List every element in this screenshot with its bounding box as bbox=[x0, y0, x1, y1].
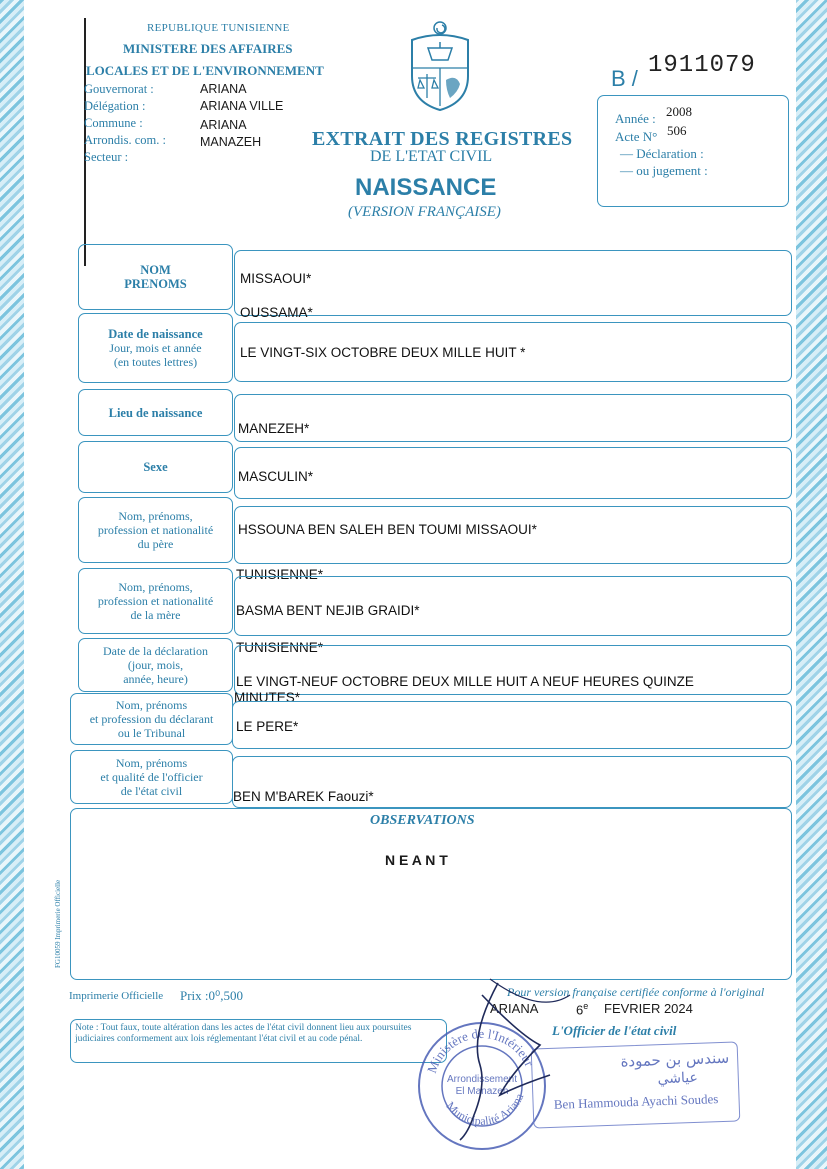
admin-label-gouvernorat: Gouvernorat : bbox=[84, 82, 154, 96]
label-nom: NOM bbox=[140, 263, 171, 277]
label-mere-2: profession et nationalité bbox=[97, 594, 214, 608]
jugement-label: — ou jugement : bbox=[620, 163, 708, 178]
value-box-declarant bbox=[232, 701, 792, 749]
label-nom-prenoms bbox=[78, 244, 233, 310]
label-pere-2: profession et nationalité bbox=[97, 523, 214, 537]
title-extrait: EXTRAIT DES REGISTRES bbox=[312, 128, 573, 150]
annee-label: Année : bbox=[615, 111, 656, 126]
certification-text: Pour version française certifiée conforme à l'original bbox=[507, 985, 765, 999]
observations-title: OBSERVATIONS bbox=[370, 813, 475, 828]
value-pere: HSSOUNA BEN SALEH BEN TOUMI MISSAOUI* bbox=[238, 522, 537, 537]
annee-value: 2008 bbox=[666, 104, 692, 119]
imprimerie-label: Imprimerie Officielle bbox=[69, 990, 164, 1002]
footer-date: FEVRIER 2024 bbox=[604, 1001, 693, 1016]
stamp-center-2: El Manazeh bbox=[455, 1086, 509, 1097]
label-mere-3: de la mère bbox=[130, 608, 181, 622]
admin-value-delegation: ARIANA VILLE bbox=[200, 99, 284, 113]
label-date-naissance bbox=[78, 313, 233, 383]
value-prenom: OUSSAMA* bbox=[240, 305, 313, 320]
label-sexe-title: Sexe bbox=[143, 460, 168, 474]
side-printer-text: FG10059 Imprimerie Officielle bbox=[54, 879, 62, 968]
ministry-line1: MINISTERE DES AFFAIRES bbox=[123, 41, 293, 56]
prix-label: Prix :0⁰,500 bbox=[180, 988, 243, 1003]
handwritten-signature bbox=[430, 975, 580, 1145]
observations-box bbox=[70, 808, 792, 980]
value-mere: BASMA BENT NEJIB GRAIDI* bbox=[236, 603, 420, 618]
value-declarant: LE PERE* bbox=[236, 719, 299, 734]
label-declaration bbox=[78, 638, 233, 692]
stamp-arabic-name2: عياشي bbox=[657, 1069, 699, 1088]
value-declaration: LE VINGT-NEUF OCTOBRE DEUX MILLE HUIT A NEUF HEURES QUINZE bbox=[236, 674, 694, 689]
stamp-center-1: Arrondissement bbox=[446, 1074, 518, 1085]
label-officier-3: de l'état civil bbox=[120, 784, 183, 798]
value-nom: MISSAOUI* bbox=[240, 271, 312, 286]
note-text: Note : Tout faux, toute altération dans les actes de l'état civil donnent lieu aux poursuites judiciaires conformement aux lois réglementant l'état civil et au code pénal. bbox=[75, 1023, 412, 1044]
label-declarant-2: et profession du déclarant bbox=[89, 712, 214, 726]
label-decl-3: année, heure) bbox=[123, 672, 188, 686]
value-box-sexe bbox=[234, 447, 792, 499]
label-pere-3: du père bbox=[137, 537, 174, 551]
ministry-line2: LOCALES ET DE L'ENVIRONNEMENT bbox=[86, 63, 324, 78]
stamp-latin-name: Ben Hammouda Ayachi Soudes bbox=[553, 1091, 719, 1112]
admin-value-gouvernorat: ARIANA bbox=[200, 82, 247, 96]
stamp-ring-text: Ministère de l'Intérieur bbox=[423, 1025, 538, 1076]
label-officier-1: Nom, prénoms bbox=[115, 756, 188, 770]
admin-label-arrondis: Arrondis. com. : bbox=[84, 133, 166, 147]
label-declarant bbox=[70, 693, 233, 745]
value-date-naissance: LE VINGT-SIX OCTOBRE DEUX MILLE HUIT * bbox=[240, 345, 526, 360]
serial-prefix: B / bbox=[611, 66, 638, 91]
label-date-naissance-sub2: (en toutes lettres) bbox=[113, 355, 198, 369]
label-decl-2: (jour, mois, bbox=[127, 658, 184, 672]
admin-label-delegation: Délégation : bbox=[84, 99, 146, 113]
title-version: (VERSION FRANÇAISE) bbox=[348, 204, 501, 220]
admin-label-commune: Commune : bbox=[84, 116, 143, 130]
value-mere-nationalite: TUNISIENNE* bbox=[236, 640, 324, 655]
value-box-nom bbox=[234, 250, 792, 316]
label-declarant-1: Nom, prénoms bbox=[115, 698, 188, 712]
label-lieu-naissance bbox=[78, 389, 233, 436]
footer-place: ARIANA bbox=[490, 1001, 539, 1016]
stamp-arabic-name: سندس بن حمودة bbox=[620, 1048, 730, 1071]
value-pere-nationalite: TUNISIENNE* bbox=[236, 567, 324, 582]
label-lieu-title: Lieu de naissance bbox=[108, 405, 203, 420]
label-date-naissance-sub1: Jour, mois et année bbox=[109, 341, 202, 355]
label-officier bbox=[70, 750, 233, 804]
value-declaration-2: MINUTES* bbox=[234, 690, 301, 705]
admin-label-secteur: Secteur : bbox=[84, 150, 129, 164]
admin-labels bbox=[84, 81, 194, 166]
title-naissance: NAISSANCE bbox=[355, 174, 497, 201]
label-decl-1: Date de la déclaration bbox=[103, 644, 208, 658]
label-sexe bbox=[78, 441, 233, 493]
footer-day-sup: e bbox=[583, 1001, 589, 1011]
value-box-lieu bbox=[234, 394, 792, 442]
observations-value: N E A N T bbox=[385, 852, 448, 868]
value-lieu: MANEZEH* bbox=[238, 421, 310, 436]
label-pere-1: Nom, prénoms, bbox=[118, 509, 193, 523]
label-mere bbox=[78, 568, 233, 634]
label-officier-2: et qualité de l'officier bbox=[100, 770, 203, 784]
admin-value-commune: ARIANA bbox=[200, 118, 247, 132]
acte-value: 506 bbox=[667, 123, 687, 138]
admin-value-arrondis: MANAZEH bbox=[200, 135, 262, 149]
admin-values bbox=[200, 81, 283, 151]
acte-label: Acte N° bbox=[615, 129, 658, 144]
republic-label: REPUBLIQUE TUNISIENNE bbox=[147, 22, 290, 34]
coat-of-arms-icon bbox=[402, 18, 478, 114]
label-date-naissance-title: Date de naissance bbox=[108, 327, 203, 341]
label-prenoms: PRENOMS bbox=[124, 277, 187, 291]
footer-day-number: 6 bbox=[576, 1002, 584, 1018]
stamp-bottom-text: Municipalité Ariana bbox=[443, 1091, 527, 1128]
label-mere-1: Nom, prénoms, bbox=[118, 580, 193, 594]
officier-signature-label: L'Officier de l'état civil bbox=[552, 1023, 677, 1038]
serial-number: 1911079 bbox=[648, 52, 756, 79]
value-officier: BEN M'BAREK Faouzi* bbox=[233, 789, 374, 804]
declaration-label: — Déclaration : bbox=[620, 146, 704, 161]
title-etat-civil: DE L'ETAT CIVIL bbox=[370, 148, 493, 165]
value-sexe: MASCULIN* bbox=[238, 469, 314, 484]
label-declarant-3: ou le Tribunal bbox=[117, 726, 186, 740]
label-pere bbox=[78, 497, 233, 563]
